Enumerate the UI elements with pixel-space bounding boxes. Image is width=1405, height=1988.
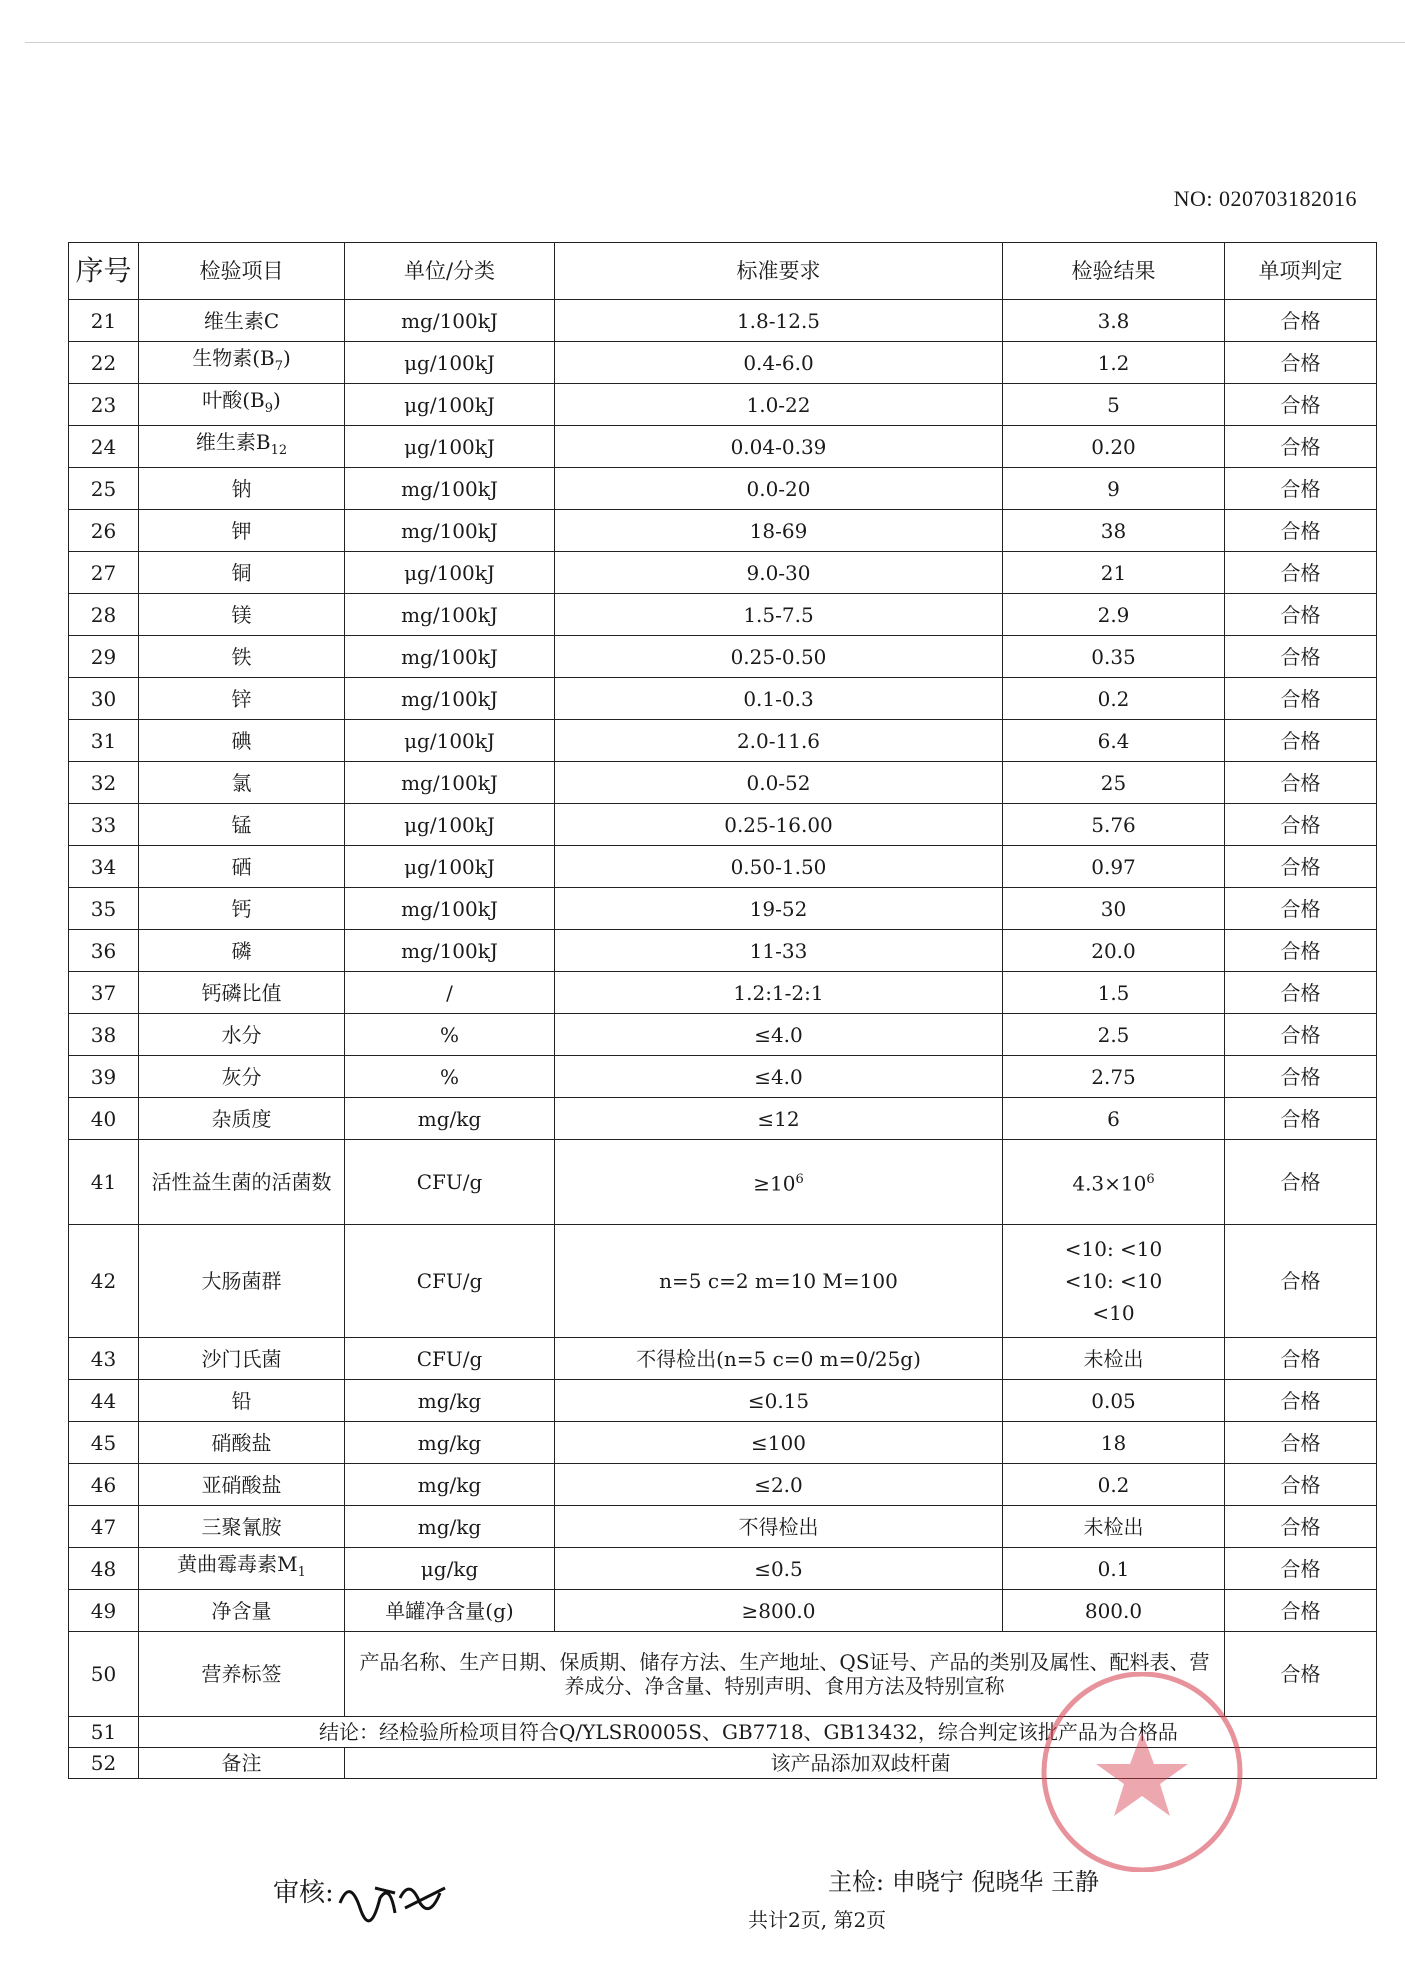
cell-no: 33 [69, 804, 139, 846]
cell-no: 21 [69, 300, 139, 342]
cell-no: 27 [69, 552, 139, 594]
cell-result: 6 [1003, 1098, 1225, 1140]
cell-item: 营养标签 [139, 1632, 345, 1717]
cell-result: 38 [1003, 510, 1225, 552]
cell-item: 大肠菌群 [139, 1225, 345, 1338]
cell-standard: ≤4.0 [555, 1056, 1003, 1098]
table-row [69, 300, 1377, 342]
cell-result: 20.0 [1003, 930, 1225, 972]
cell-verdict: 合格 [1225, 930, 1377, 972]
review-label: 审核: [273, 1878, 334, 1908]
cell-item: 灰分 [139, 1056, 345, 1098]
cell-verdict: 合格 [1225, 1338, 1377, 1380]
cell-item: 钙磷比值 [139, 972, 345, 1014]
cell-item: 叶酸$(B_9)$ [139, 384, 345, 426]
cell-verdict: 合格 [1225, 300, 1377, 342]
cell-result: $4.3\times 10^6$ [1003, 1140, 1225, 1225]
header-unit: 单位/分类 [345, 243, 555, 300]
table-row [69, 1548, 1377, 1590]
cell-unit: mg/kg [345, 1098, 555, 1140]
cell-no: 44 [69, 1380, 139, 1422]
cell-item: 维生素C [139, 300, 345, 342]
table-row [69, 1225, 1377, 1338]
cell-unit: mg/100kJ [345, 762, 555, 804]
cell-result: 800.0 [1003, 1590, 1225, 1632]
cell-result: 未检出 [1003, 1506, 1225, 1548]
cell-standard: 0.25-16.00 [555, 804, 1003, 846]
cell-result: 2.75 [1003, 1056, 1225, 1098]
cell-no: 23 [69, 384, 139, 426]
cell-item: 亚硝酸盐 [139, 1464, 345, 1506]
cell-no: 52 [69, 1748, 139, 1779]
cell-item: 氯 [139, 762, 345, 804]
cell-standard: n=5 c=2 m=10 M=100 [555, 1225, 1003, 1338]
cell-no: 50 [69, 1632, 139, 1717]
page-top-rule [25, 42, 1405, 43]
cell-result: 0.20 [1003, 426, 1225, 468]
cell-verdict: 合格 [1225, 1098, 1377, 1140]
cell-standard: 19-52 [555, 888, 1003, 930]
cell-standard: ≤2.0 [555, 1464, 1003, 1506]
table-row [69, 1506, 1377, 1548]
cell-standard: ≤100 [555, 1422, 1003, 1464]
cell-item: 磷 [139, 930, 345, 972]
cell-no: 22 [69, 342, 139, 384]
cell-result: 未检出 [1003, 1338, 1225, 1380]
cell-result: 18 [1003, 1422, 1225, 1464]
cell-unit: % [345, 1056, 555, 1098]
table-row [69, 1422, 1377, 1464]
header-verdict: 单项判定 [1225, 243, 1377, 300]
cell-verdict: 合格 [1225, 342, 1377, 384]
cell-result: 3.8 [1003, 300, 1225, 342]
cell-standard: 0.0-52 [555, 762, 1003, 804]
cell-result: 2.9 [1003, 594, 1225, 636]
cell-unit: μg/100kJ [345, 846, 555, 888]
cell-unit: mg/kg [345, 1380, 555, 1422]
table-row [69, 804, 1377, 846]
table-row [69, 1338, 1377, 1380]
cell-unit: CFU/g [345, 1225, 555, 1338]
cell-result: 0.2 [1003, 1464, 1225, 1506]
table-row [69, 1717, 1377, 1748]
cell-no: 26 [69, 510, 139, 552]
table-row [69, 636, 1377, 678]
cell-standard: $\ge 10^6$ [555, 1140, 1003, 1225]
cell-item: 硒 [139, 846, 345, 888]
cell-verdict: 合格 [1225, 846, 1377, 888]
cell-verdict: 合格 [1225, 1140, 1377, 1225]
cell-unit: μg/100kJ [345, 552, 555, 594]
cell-standard: 9.0-30 [555, 552, 1003, 594]
cell-standard: ≤4.0 [555, 1014, 1003, 1056]
cell-result: 9 [1003, 468, 1225, 510]
table-row [69, 972, 1377, 1014]
cell-verdict: 合格 [1225, 1464, 1377, 1506]
cell-verdict: 合格 [1225, 1632, 1377, 1717]
cell-standard: 产品名称、生产日期、保质期、储存方法、生产地址、QS证号、产品的类别及属性、配料表、营养成分、净含量、特别声明、食用方法及特别宣称 [345, 1632, 1225, 1717]
cell-item: 备注 [139, 1748, 345, 1779]
table-row [69, 1748, 1377, 1779]
cell-unit: / [345, 972, 555, 1014]
cell-standard: 1.5-7.5 [555, 594, 1003, 636]
cell-standard: ≤0.15 [555, 1380, 1003, 1422]
cell-verdict: 合格 [1225, 972, 1377, 1014]
header-result: 检验结果 [1003, 243, 1225, 300]
table-row [69, 1464, 1377, 1506]
cell-no: 45 [69, 1422, 139, 1464]
cell-unit: mg/kg [345, 1506, 555, 1548]
cell-item: 黄曲霉毒素$M_1$ [139, 1548, 345, 1590]
table-header-row [69, 243, 1377, 300]
table-row [69, 426, 1377, 468]
cell-standard: 0.04-0.39 [555, 426, 1003, 468]
cell-verdict: 合格 [1225, 636, 1377, 678]
cell-no: 38 [69, 1014, 139, 1056]
cell-no: 34 [69, 846, 139, 888]
table-row [69, 720, 1377, 762]
cell-verdict: 合格 [1225, 1548, 1377, 1590]
header-seq: 序号 [69, 243, 139, 300]
cell-unit: mg/100kJ [345, 468, 555, 510]
cell-item: 沙门氏菌 [139, 1338, 345, 1380]
cell-unit: μg/100kJ [345, 804, 555, 846]
cell-standard: 0.1-0.3 [555, 678, 1003, 720]
cell-verdict: 合格 [1225, 804, 1377, 846]
table-row [69, 678, 1377, 720]
table-row [69, 1098, 1377, 1140]
cell-unit: μg/kg [345, 1548, 555, 1590]
cell-item: 生物素$(B_7)$ [139, 342, 345, 384]
cell-item: 锰 [139, 804, 345, 846]
cell-result: 1.5 [1003, 972, 1225, 1014]
cell-item: 钠 [139, 468, 345, 510]
cell-verdict: 合格 [1225, 678, 1377, 720]
cell-no: 32 [69, 762, 139, 804]
table-row [69, 1056, 1377, 1098]
cell-no: 41 [69, 1140, 139, 1225]
cell-verdict: 合格 [1225, 720, 1377, 762]
cell-no: 31 [69, 720, 139, 762]
cell-item: 维生素$B_{12}$ [139, 426, 345, 468]
cell-unit: mg/100kJ [345, 636, 555, 678]
cell-standard: 0.25-0.50 [555, 636, 1003, 678]
table-row [69, 342, 1377, 384]
cell-no: 40 [69, 1098, 139, 1140]
cell-no: 35 [69, 888, 139, 930]
cell-verdict: 合格 [1225, 762, 1377, 804]
cell-verdict: 合格 [1225, 552, 1377, 594]
table-body [69, 300, 1377, 1632]
header-item: 检验项目 [139, 243, 345, 300]
cell-unit: mg/100kJ [345, 888, 555, 930]
cell-unit: μg/100kJ [345, 426, 555, 468]
cell-item: 钾 [139, 510, 345, 552]
cell-item: 杂质度 [139, 1098, 345, 1140]
cell-standard: 1.2:1-2:1 [555, 972, 1003, 1014]
cell-unit: 单罐净含量(g) [345, 1590, 555, 1632]
cell-standard: 0.4-6.0 [555, 342, 1003, 384]
cell-verdict: 合格 [1225, 384, 1377, 426]
cell-verdict: 合格 [1225, 1590, 1377, 1632]
cell-item: 铁 [139, 636, 345, 678]
page-number: 共计2页, 第2页 [748, 1908, 887, 1932]
cell-item: 锌 [139, 678, 345, 720]
cell-result: 21 [1003, 552, 1225, 594]
cell-no: 28 [69, 594, 139, 636]
table-row [69, 762, 1377, 804]
cell-result: 6.4 [1003, 720, 1225, 762]
cell-unit: mg/100kJ [345, 300, 555, 342]
cell-verdict: 合格 [1225, 888, 1377, 930]
cell-item: 铅 [139, 1380, 345, 1422]
cell-result: <10: <10 <10: <10 <10 [1003, 1225, 1225, 1338]
cell-unit: mg/100kJ [345, 678, 555, 720]
cell-result: 0.35 [1003, 636, 1225, 678]
cell-standard: 0.50-1.50 [555, 846, 1003, 888]
cell-standard: 1.8-12.5 [555, 300, 1003, 342]
table-row [69, 510, 1377, 552]
cell-item: 净含量 [139, 1590, 345, 1632]
cell-result: 0.05 [1003, 1380, 1225, 1422]
header-standard: 标准要求 [555, 243, 1003, 300]
cell-verdict: 合格 [1225, 1014, 1377, 1056]
cell-item: 镁 [139, 594, 345, 636]
cell-no: 43 [69, 1338, 139, 1380]
cell-unit: CFU/g [345, 1338, 555, 1380]
table-row [69, 1632, 1377, 1717]
table-row [69, 1380, 1377, 1422]
cell-result: 0.97 [1003, 846, 1225, 888]
cell-verdict: 合格 [1225, 1380, 1377, 1422]
cell-no: 49 [69, 1590, 139, 1632]
cell-unit: mg/100kJ [345, 510, 555, 552]
cell-unit: mg/100kJ [345, 594, 555, 636]
conclusion-text: 结论：经检验所检项目符合Q/YLSR0005S、GB7718、GB13432，综合判定该批产品为合格品 [139, 1717, 1377, 1748]
cell-result: 25 [1003, 762, 1225, 804]
cell-standard: 18-69 [555, 510, 1003, 552]
table-row [69, 1014, 1377, 1056]
table-row [69, 1590, 1377, 1632]
cell-no: 42 [69, 1225, 139, 1338]
cell-standard: 0.0-20 [555, 468, 1003, 510]
cell-item: 活性益生菌的活菌数 [139, 1140, 345, 1225]
cell-item: 碘 [139, 720, 345, 762]
table-row [69, 552, 1377, 594]
cell-no: 51 [69, 1717, 139, 1748]
cell-result: 5.76 [1003, 804, 1225, 846]
table-row [69, 1140, 1377, 1225]
cell-item: 三聚氰胺 [139, 1506, 345, 1548]
cell-unit: mg/kg [345, 1464, 555, 1506]
cell-verdict: 合格 [1225, 1422, 1377, 1464]
cell-standard: ≤0.5 [555, 1548, 1003, 1590]
cell-standard: ≥800.0 [555, 1590, 1003, 1632]
cell-item: 水分 [139, 1014, 345, 1056]
cell-result: 5 [1003, 384, 1225, 426]
cell-no: 24 [69, 426, 139, 468]
cell-standard: 11-33 [555, 930, 1003, 972]
cell-result: 1.2 [1003, 342, 1225, 384]
cell-unit: mg/kg [345, 1422, 555, 1464]
cell-verdict: 合格 [1225, 1506, 1377, 1548]
inspectors: 主检: 申晓宁 倪晓华 王静 [828, 1868, 1099, 1896]
cell-no: 30 [69, 678, 139, 720]
table-row [69, 468, 1377, 510]
cell-result: 0.2 [1003, 678, 1225, 720]
cell-verdict: 合格 [1225, 426, 1377, 468]
cell-no: 39 [69, 1056, 139, 1098]
cell-item: 铜 [139, 552, 345, 594]
cell-unit: μg/100kJ [345, 384, 555, 426]
cell-no: 29 [69, 636, 139, 678]
cell-standard: 不得检出 [555, 1506, 1003, 1548]
cell-unit: % [345, 1014, 555, 1056]
cell-no: 48 [69, 1548, 139, 1590]
cell-verdict: 合格 [1225, 1056, 1377, 1098]
cell-no: 37 [69, 972, 139, 1014]
cell-no: 25 [69, 468, 139, 510]
table-row [69, 846, 1377, 888]
cell-standard: 2.0-11.6 [555, 720, 1003, 762]
cell-verdict: 合格 [1225, 594, 1377, 636]
cell-no: 36 [69, 930, 139, 972]
cell-standard: 不得检出(n=5 c=0 m=0/25g) [555, 1338, 1003, 1380]
cell-no: 47 [69, 1506, 139, 1548]
inspection-results-table [68, 242, 1377, 1779]
cell-item: 钙 [139, 888, 345, 930]
cell-unit: CFU/g [345, 1140, 555, 1225]
cell-verdict: 合格 [1225, 1225, 1377, 1338]
handwritten-signature [335, 1868, 455, 1928]
cell-standard: 1.0-22 [555, 384, 1003, 426]
table-row [69, 930, 1377, 972]
cell-result: 0.1 [1003, 1548, 1225, 1590]
cell-result: 2.5 [1003, 1014, 1225, 1056]
report-number: NO: 020703182016 [1173, 186, 1357, 211]
cell-result: 30 [1003, 888, 1225, 930]
table-row [69, 594, 1377, 636]
cell-no: 46 [69, 1464, 139, 1506]
table-row [69, 384, 1377, 426]
remark-text: 该产品添加双歧杆菌 [345, 1748, 1377, 1779]
table-row [69, 888, 1377, 930]
cell-standard: ≤12 [555, 1098, 1003, 1140]
cell-unit: μg/100kJ [345, 342, 555, 384]
cell-verdict: 合格 [1225, 468, 1377, 510]
cell-unit: mg/100kJ [345, 930, 555, 972]
cell-item: 硝酸盐 [139, 1422, 345, 1464]
cell-unit: μg/100kJ [345, 720, 555, 762]
cell-verdict: 合格 [1225, 510, 1377, 552]
